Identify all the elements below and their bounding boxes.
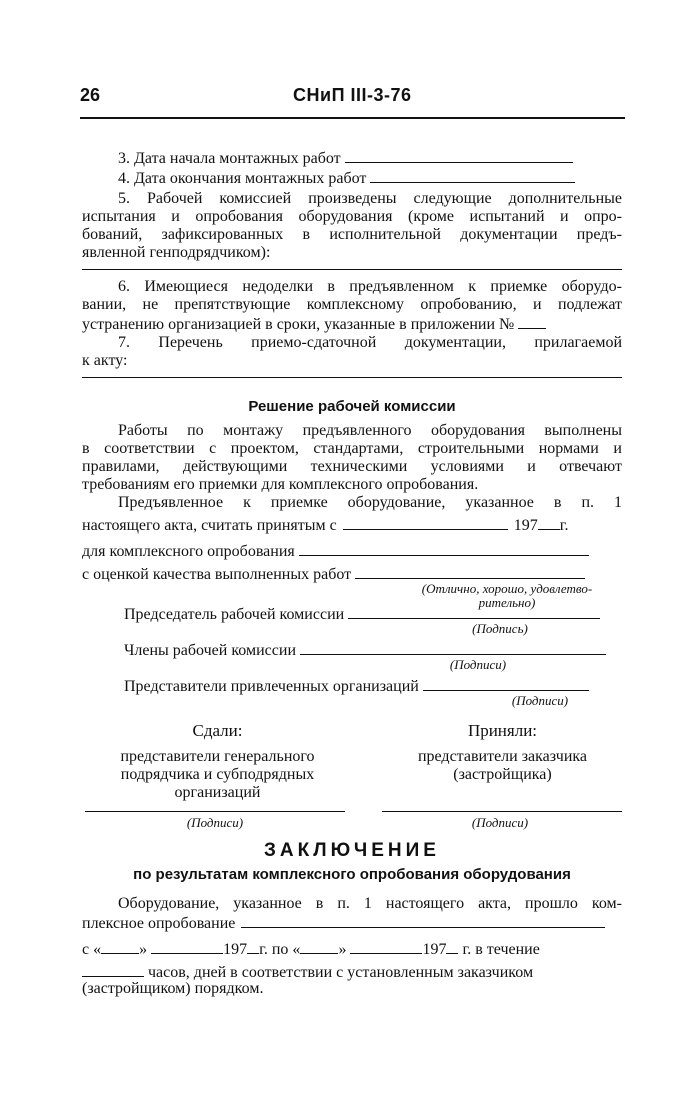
quality-note: (Отлично, хорошо, удовлетво- рительно)	[421, 581, 593, 610]
item-7-line-1: 7. Перечень приемо-сдаточной документации, прилагаемой	[118, 334, 622, 351]
handed-over-text: представители генерального подрядчика и субподрядных организаций	[120, 748, 315, 801]
page-number: 26	[80, 85, 101, 105]
item-6-line-3	[82, 314, 622, 334]
item-7-line-2: к акту:	[82, 352, 128, 369]
chairman-signature-blank	[348, 604, 600, 619]
accepted-title: Приняли:	[467, 721, 538, 740]
decision-line-5: Предъявленное к приемке оборудование, указанное в п. 1	[118, 494, 622, 511]
members-note: (Подписи)	[449, 657, 507, 672]
complex-testing-blank	[299, 541, 589, 556]
accepted-note: (Подписи)	[471, 815, 529, 830]
item-5-line-3: бований, зафиксированных в исполнительной документации предъ-	[82, 226, 622, 243]
item-4-line	[118, 168, 575, 188]
item-5-line-2: испытания и опробования оборудования (кроме испытаний и опро-	[82, 208, 622, 225]
conclusion-paragraph	[82, 895, 622, 933]
conclusion-line-1: Оборудование, указанное в п. 1 настоящего акта, прошло ком-	[118, 895, 622, 912]
quality-text: с оценкой качества выполненных работ	[82, 566, 352, 583]
from-day-blank	[101, 939, 139, 954]
item-6-line-3-text: устранению организацией в сроки, указанные в приложении №	[82, 316, 515, 333]
period-from-prefix: с «	[82, 941, 102, 958]
header-rule	[80, 117, 625, 119]
testing-period-line	[82, 939, 540, 959]
appendix-number-blank	[518, 314, 546, 329]
accepted-year-blank	[538, 515, 560, 530]
representatives-note: (Подписи)	[511, 693, 569, 708]
item-5-line-1: 5. Рабочей комиссией произведены следующие дополнительные	[118, 190, 622, 207]
item-6-line-2: вании, не препятствующие комплексному опробованию, и подлежат	[82, 296, 622, 313]
accepted-year-suffix: г.	[559, 517, 569, 534]
decision-line-2: в соответствии с проектом, стандартами, строительными нормами и	[82, 440, 622, 457]
accepted-date-blank	[343, 515, 508, 530]
chairman-line	[124, 604, 600, 624]
duration-text: часов, дней в соответствии с установленным заказчиком	[148, 964, 534, 981]
handed-over-signature-line	[85, 811, 345, 812]
from-month-blank	[151, 939, 223, 954]
accepted-from-text: настоящего акта, считать принятым с	[82, 517, 337, 534]
item-5-line-4: явленной генподрядчиком):	[82, 244, 271, 261]
conclusion-subtitle: по результатам комплексного опробования оборудования	[133, 866, 571, 883]
to-year-blank	[446, 939, 458, 954]
chairman-label: Председатель рабочей комиссии	[124, 606, 345, 623]
decision-line-4: требованиям его приемки для комплексного опробования.	[82, 476, 479, 493]
members-label: Члены рабочей комиссии	[124, 642, 297, 659]
item-3-blank	[345, 148, 573, 163]
members-signature-blank	[300, 640, 606, 655]
accepted-signature-line	[382, 811, 622, 812]
from-year: 197	[223, 941, 248, 958]
representatives-label: Представители привлеченных организаций	[124, 678, 419, 695]
accepted-year: 197	[513, 517, 538, 534]
members-line	[124, 640, 606, 660]
item-5-blank-line	[82, 269, 622, 270]
handed-over-column	[95, 722, 340, 802]
period-end-text: г. в течение	[462, 941, 540, 958]
decision-line-3: правилами, действующими техническими условиями и отвечают	[82, 458, 622, 475]
to-month-blank	[350, 939, 422, 954]
duration-line	[82, 962, 533, 982]
item-4-blank	[370, 168, 575, 183]
complex-testing-text: для комплексного опробования	[82, 543, 295, 560]
item-6-line-1: 6. Имеющиеся недоделки в предъявленном к приемке оборудо-	[118, 278, 622, 295]
representatives-signature-blank	[423, 676, 589, 691]
period-to-quote: »	[338, 941, 347, 958]
accepted-from-line	[82, 515, 568, 535]
chairman-note: (Подпись)	[472, 621, 528, 636]
decision-paragraph	[82, 422, 622, 512]
from-year-blank	[247, 939, 259, 954]
item-4-label: 4. Дата окончания монтажных работ	[118, 170, 367, 187]
item-7-blank-line	[82, 377, 622, 378]
testing-blank	[241, 913, 605, 928]
to-day-blank	[300, 939, 338, 954]
item-3-label: 3. Дата начала монтажных работ	[118, 150, 341, 167]
period-to-prefix: г. по «	[259, 941, 301, 958]
accepted-column	[380, 722, 625, 784]
period-from-quote: »	[139, 941, 148, 958]
duration-blank	[82, 962, 144, 977]
item-7-paragraph	[82, 334, 622, 370]
conclusion-line-2-text: плексное опробование	[82, 915, 236, 932]
conclusion-line-2	[82, 913, 622, 933]
complex-testing-line	[82, 541, 589, 561]
handed-over-note: (Подписи)	[186, 815, 244, 830]
item-6-paragraph	[82, 278, 622, 334]
conclusion-final-text: (застройщиком) порядком.	[82, 980, 264, 997]
quality-blank	[355, 564, 585, 579]
to-year: 197	[422, 941, 447, 958]
conclusion-title: ЗАКЛЮЧЕНИЕ	[264, 840, 440, 861]
item-3-line	[118, 148, 573, 168]
item-5-paragraph	[82, 190, 622, 262]
conclusion-final-line	[82, 980, 263, 998]
decision-line-1: Работы по монтажу предъявленного оборудования выполнены	[118, 422, 622, 439]
handed-over-title: Сдали:	[192, 721, 243, 740]
decision-heading: Решение рабочей комиссии	[248, 398, 456, 415]
accepted-text: представители заказчика (застройщика)	[417, 748, 588, 783]
document-code: СНиП III-3-76	[293, 85, 412, 105]
